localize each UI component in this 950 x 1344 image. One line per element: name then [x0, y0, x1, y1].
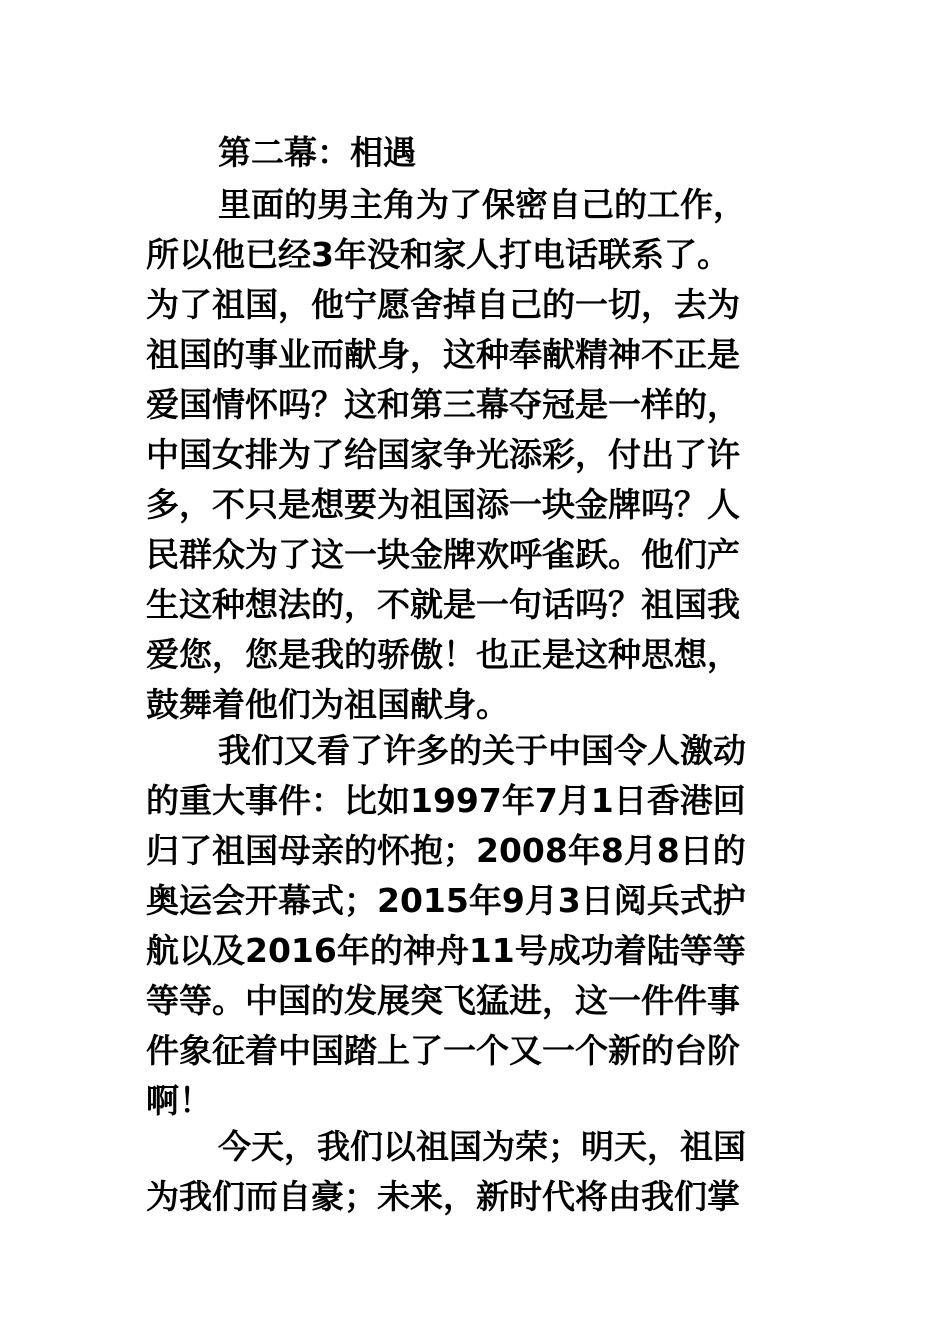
paragraph-line: 爱国情怀吗？这和第三幕夺冠是一样的，	[146, 385, 740, 424]
paragraph-line: 的重大事件：比如1997年7月1日香港回	[146, 781, 746, 820]
paragraph-line: 里面的男主角为了保密自己的工作，	[218, 185, 746, 224]
paragraph-line: 所以他已经3年没和家人打电话联系了。	[146, 235, 730, 274]
paragraph-line: 奥运会开幕式；2015年9月3日阅兵式护	[146, 881, 746, 920]
paragraph-line: 我们又看了许多的关于中国令人激动	[218, 731, 746, 770]
paragraph-line: 等等。中国的发展突飞猛进，这一件件事	[146, 981, 740, 1020]
paragraph-line: 件象征着中国踏上了一个又一个新的台阶	[146, 1031, 740, 1070]
paragraph-line: 生这种想法的，不就是一句话吗？祖国我	[146, 585, 740, 624]
paragraph-line: 啊！	[146, 1081, 212, 1120]
paragraph-line: 今天，我们以祖国为荣；明天，祖国	[218, 1127, 746, 1166]
paragraph-line: 为了祖国，他宁愿舍掉自己的一切，去为	[146, 285, 740, 324]
paragraph-line: 航以及2016年的神舟11号成功着陆等等	[146, 931, 746, 970]
section-heading: 第二幕：相遇	[218, 133, 416, 172]
paragraph-line: 鼓舞着他们为祖国献身。	[146, 685, 509, 724]
paragraph-line: 爱您，您是我的骄傲！也正是这种思想，	[146, 635, 740, 674]
paragraph-line: 归了祖国母亲的怀抱；2008年8月8日的	[146, 831, 746, 870]
paragraph-line: 中国女排为了给国家争光添彩，付出了许	[146, 435, 740, 474]
paragraph-line: 民群众为了这一块金牌欢呼雀跃。他们产	[146, 535, 740, 574]
paragraph-line: 祖国的事业而献身，这种奉献精神不正是	[146, 335, 740, 374]
paragraph-line: 多，不只是想要为祖国添一块金牌吗？人	[146, 485, 740, 524]
paragraph-line: 为我们而自豪；未来，新时代将由我们掌	[146, 1177, 740, 1216]
